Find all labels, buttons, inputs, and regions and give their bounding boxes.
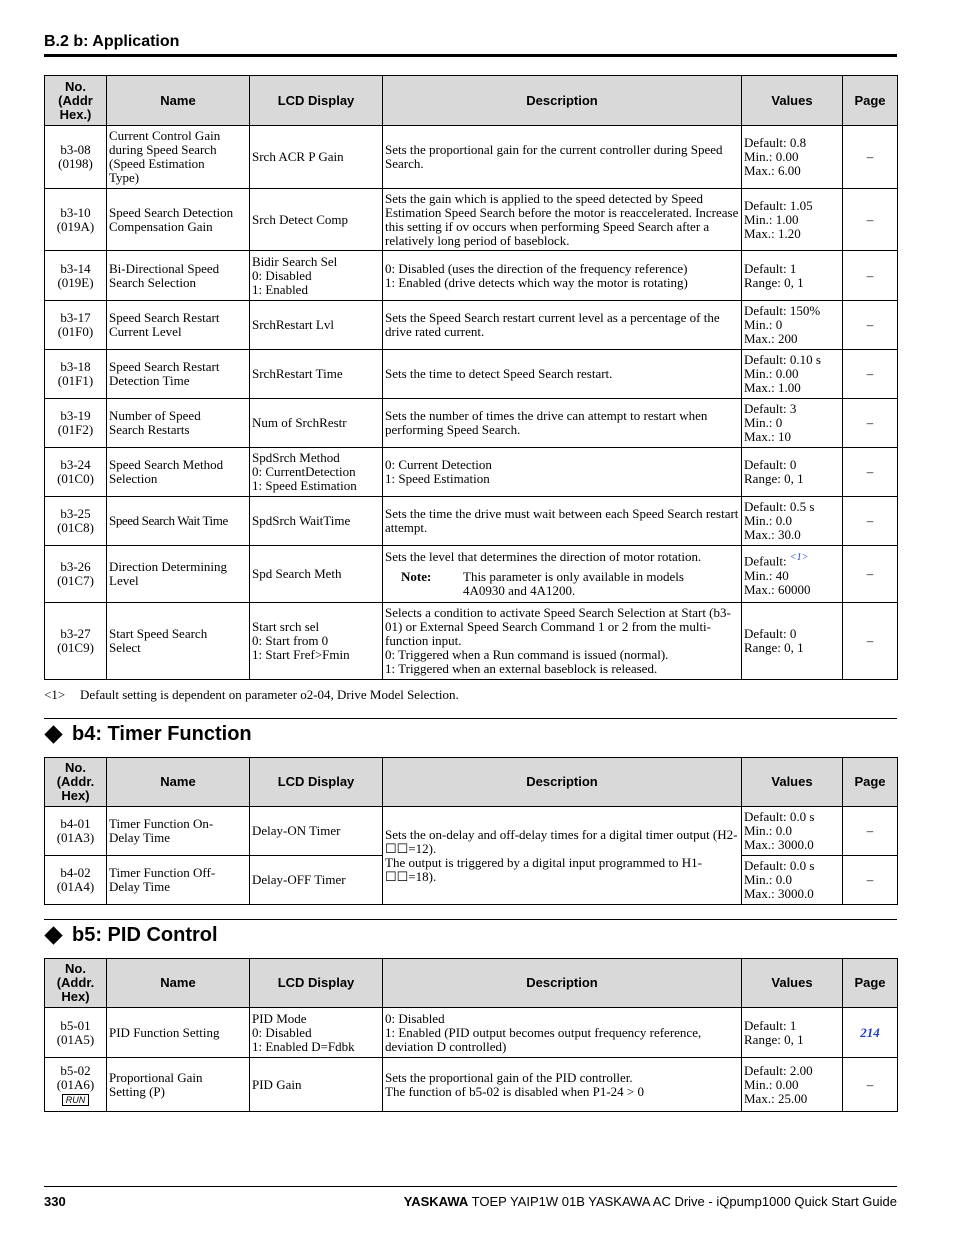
param-page: –	[843, 497, 898, 546]
column-header-description: Description	[383, 76, 742, 126]
table-row	[45, 1008, 898, 1058]
param-values: Default: 1 Range: 0, 1	[742, 251, 843, 301]
param-values: Default: 0.8 Min.: 0.00 Max.: 6.00	[742, 126, 843, 189]
param-name: Speed Search Detection Compensation Gain	[107, 189, 250, 251]
footnote	[44, 687, 459, 703]
param-description: Sets the level that determines the direction of motor rotation.	[385, 549, 702, 564]
column-header-page: Page	[843, 758, 898, 807]
param-name: PID Function Setting	[107, 1008, 250, 1058]
page-number: 330	[44, 1194, 66, 1209]
column-header-values: Values	[742, 76, 843, 126]
param-name: Timer Function Off- Delay Time	[107, 856, 250, 905]
diamond-bullet-icon	[44, 926, 62, 944]
column-header-lcd: LCD Display	[250, 76, 383, 126]
param-name: Speed Search Restart Detection Time	[107, 350, 250, 399]
param-number: b3-26 (01C7)	[45, 546, 107, 603]
table-row	[45, 546, 898, 603]
column-header-description: Description	[383, 758, 742, 807]
param-lcd-display: Srch Detect Comp	[250, 189, 383, 251]
param-page: –	[843, 448, 898, 497]
param-values: Default: 0.0 s Min.: 0.0 Max.: 3000.0	[742, 807, 843, 856]
param-number: b3-19 (01F2)	[45, 399, 107, 448]
note-text: This parameter is only available in models 4A0930 and 4A1200.	[463, 569, 684, 598]
param-values: Default: 1.05 Min.: 1.00 Max.: 1.20	[742, 189, 843, 251]
param-number: b5-01 (01A5)	[45, 1008, 107, 1058]
param-name: Speed Search Restart Current Level	[107, 301, 250, 350]
param-lcd-display: Num of SrchRestr	[250, 399, 383, 448]
footer-doc-title: TOEP YAIP1W 01B YASKAWA AC Drive - iQpump1000 Quick Start Guide	[471, 1194, 897, 1209]
param-values-cell	[742, 546, 843, 603]
table-row	[45, 189, 898, 251]
param-lcd-display: Start srch sel 0: Start from 0 1: Start Fref>Fmin	[250, 603, 383, 680]
param-name: Proportional Gain Setting (P)	[107, 1058, 250, 1112]
section-rule	[44, 718, 897, 719]
param-page: –	[843, 301, 898, 350]
param-page-cell	[843, 1008, 898, 1058]
param-lcd-display: Delay-OFF Timer	[250, 856, 383, 905]
param-description-cell	[383, 546, 742, 603]
param-page: –	[843, 251, 898, 301]
param-name: Current Control Gain during Speed Search (Speed Estimation Type)	[107, 126, 250, 189]
table-header-row	[45, 76, 898, 126]
table-row	[45, 399, 898, 448]
section-header: B.2 b: Application	[44, 33, 180, 50]
table-row	[45, 251, 898, 301]
page-reference-link[interactable]: 214	[860, 1024, 880, 1040]
param-name: Bi-Directional Speed Search Selection	[107, 251, 250, 301]
footer-rule	[44, 1186, 897, 1187]
section-title-b5	[44, 924, 218, 947]
param-description: Sets the on-delay and off-delay times for a digital timer output (H2-☐☐=12). The output is triggered by a digital input programmed to H1-☐☐=18).	[383, 807, 742, 905]
values-default-label: Default:	[744, 553, 787, 569]
column-header-values: Values	[742, 959, 843, 1008]
column-header-name: Name	[107, 959, 250, 1008]
table-row	[45, 301, 898, 350]
param-values: Default: 0.0 s Min.: 0.0 Max.: 3000.0	[742, 856, 843, 905]
table-row	[45, 1058, 898, 1112]
param-values: Default: 2.00 Min.: 0.00 Max.: 25.00	[742, 1058, 843, 1112]
param-name: Speed Search Method Selection	[107, 448, 250, 497]
b3-parameter-table	[44, 75, 898, 680]
param-name: Number of Speed Search Restarts	[107, 399, 250, 448]
param-number: b3-27 (01C9)	[45, 603, 107, 680]
param-description: 0: Current Detection 1: Speed Estimation	[383, 448, 742, 497]
diamond-bullet-icon	[44, 725, 62, 743]
param-page: –	[843, 807, 898, 856]
column-header-page: Page	[843, 76, 898, 126]
footer-title	[404, 1194, 897, 1209]
param-values: Min.: 40 Max.: 60000	[744, 567, 811, 597]
run-badge: RUN	[62, 1094, 90, 1106]
column-header-lcd: LCD Display	[250, 959, 383, 1008]
section-title-text: b5: PID Control	[72, 924, 218, 946]
footer-brand: YASKAWA	[403, 1194, 469, 1209]
param-description: 0: Disabled (uses the direction of the frequency reference) 1: Enabled (drive detects which way the motor is rotating)	[383, 251, 742, 301]
b5-parameter-table	[44, 958, 898, 1112]
column-header-lcd: LCD Display	[250, 758, 383, 807]
param-page: –	[843, 399, 898, 448]
param-description: 0: Disabled 1: Enabled (PID output becomes output frequency reference, deviation D controlled)	[383, 1008, 742, 1058]
param-values: Default: 150% Min.: 0 Max.: 200	[742, 301, 843, 350]
param-lcd-display: SrchRestart Time	[250, 350, 383, 399]
param-values: Default: 0 Range: 0, 1	[742, 448, 843, 497]
param-page: –	[843, 189, 898, 251]
table-header-row	[45, 959, 898, 1008]
param-description: Sets the number of times the drive can attempt to restart when performing Speed Search.	[383, 399, 742, 448]
param-lcd-display: PID Mode 0: Disabled 1: Enabled D=Fdbk	[250, 1008, 383, 1058]
param-name: Timer Function On- Delay Time	[107, 807, 250, 856]
param-lcd-display: SpdSrch Method 0: CurrentDetection 1: Speed Estimation	[250, 448, 383, 497]
column-header-name: Name	[107, 76, 250, 126]
column-header-no: No. (Addr. Hex)	[45, 959, 107, 1008]
param-description: Sets the gain which is applied to the speed detected by Speed Estimation Speed Search before the motor is reaccelerated. Increase this setting if ov occurs when performing Speed Search after a relatively long period of baseblock.	[383, 189, 742, 251]
param-description: Sets the proportional gain for the current controller during Speed Search.	[383, 126, 742, 189]
param-number-cell	[45, 1058, 107, 1112]
param-values: Default: 0.5 s Min.: 0.0 Max.: 30.0	[742, 497, 843, 546]
column-header-no: No. (Addr. Hex)	[45, 758, 107, 807]
section-title-text: b4: Timer Function	[72, 723, 252, 745]
param-lcd-display: Delay-ON Timer	[250, 807, 383, 856]
param-number: b3-25 (01C8)	[45, 497, 107, 546]
note-label: Note:	[401, 569, 432, 584]
param-name: Start Speed Search Select	[107, 603, 250, 680]
param-number: b3-14 (019E)	[45, 251, 107, 301]
param-lcd-display: SrchRestart Lvl	[250, 301, 383, 350]
table-row	[45, 350, 898, 399]
param-page: –	[843, 1058, 898, 1112]
column-header-page: Page	[843, 959, 898, 1008]
note-block	[385, 570, 739, 598]
table-header-row	[45, 758, 898, 807]
param-number: b4-01 (01A3)	[45, 807, 107, 856]
param-name: Speed Search Wait Time	[107, 497, 250, 546]
param-number: b5-02 (01A6)	[56, 1062, 95, 1092]
param-lcd-display: Srch ACR P Gain	[250, 126, 383, 189]
param-lcd-display: Spd Search Meth	[250, 546, 383, 603]
column-header-name: Name	[107, 758, 250, 807]
param-values: Default: 0 Range: 0, 1	[742, 603, 843, 680]
param-description: Sets the time the drive must wait between each Speed Search restart attempt.	[383, 497, 742, 546]
param-lcd-display: PID Gain	[250, 1058, 383, 1112]
param-number: b4-02 (01A4)	[45, 856, 107, 905]
param-values: Default: 1 Range: 0, 1	[742, 1008, 843, 1058]
table-row	[45, 448, 898, 497]
param-description: Sets the Speed Search restart current level as a percentage of the drive rated current.	[383, 301, 742, 350]
section-title-b4	[44, 723, 252, 746]
param-name: Direction Determining Level	[107, 546, 250, 603]
footnote-text: Default setting is dependent on parameter o2-04, Drive Model Selection.	[80, 687, 459, 702]
section-rule	[44, 919, 897, 920]
column-header-values: Values	[742, 758, 843, 807]
param-number: b3-17 (01F0)	[45, 301, 107, 350]
footnote-reference[interactable]: <1>	[789, 552, 809, 564]
header-rule	[44, 54, 897, 57]
param-description: Sets the time to detect Speed Search restart.	[383, 350, 742, 399]
table-row	[45, 807, 898, 856]
table-row	[45, 497, 898, 546]
b4-parameter-table	[44, 757, 898, 905]
table-row	[45, 603, 898, 680]
param-page: –	[843, 350, 898, 399]
param-number: b3-24 (01C0)	[45, 448, 107, 497]
param-number: b3-08 (0198)	[45, 126, 107, 189]
param-lcd-display: Bidir Search Sel 0: Disabled 1: Enabled	[250, 251, 383, 301]
column-header-no: No. (Addr Hex.)	[45, 76, 107, 126]
param-description: Selects a condition to activate Speed Search Selection at Start (b3-01) or External Speed Search Command 1 or 2 from the multi-function input. 0: Triggered when a Run command is issued (normal). 1: Triggered when an external baseblock is released.	[383, 603, 742, 680]
param-description: Sets the proportional gain of the PID controller. The function of b5-02 is disabled when P1-24 > 0	[383, 1058, 742, 1112]
param-page: –	[843, 856, 898, 905]
param-values: Default: 0.10 s Min.: 0.00 Max.: 1.00	[742, 350, 843, 399]
param-number: b3-10 (019A)	[45, 189, 107, 251]
param-number: b3-18 (01F1)	[45, 350, 107, 399]
param-values: Default: 3 Min.: 0 Max.: 10	[742, 399, 843, 448]
table-row	[45, 126, 898, 189]
footnote-marker: <1>	[44, 687, 66, 702]
param-page: –	[843, 546, 898, 603]
param-lcd-display: SpdSrch WaitTime	[250, 497, 383, 546]
column-header-description: Description	[383, 959, 742, 1008]
param-page: –	[843, 126, 898, 189]
param-page: –	[843, 603, 898, 680]
